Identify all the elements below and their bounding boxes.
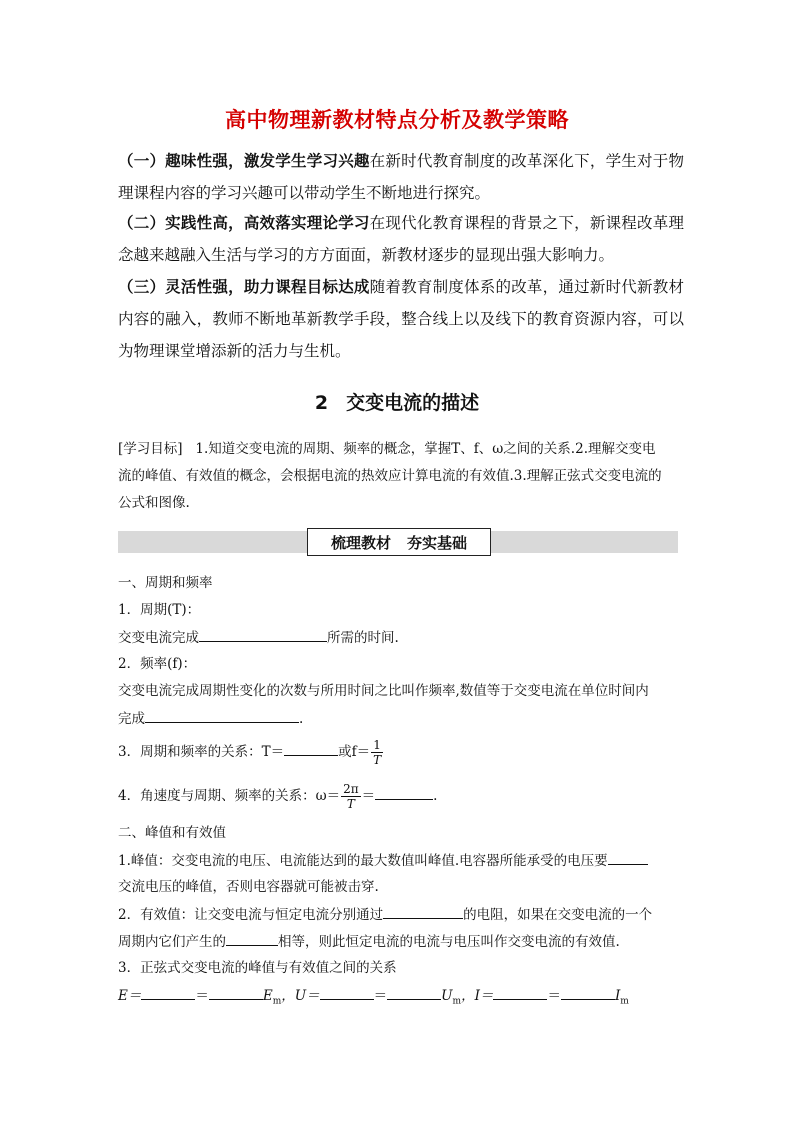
fraction-numerator: 1	[371, 738, 383, 753]
intro-text-1: 在新时代教育制度的改革深化下，学生对于物理课程内容的学习兴趣可以带动学生不断地进行探究。	[118, 152, 684, 202]
fraction	[371, 738, 383, 767]
formula-sub-m: m	[620, 996, 629, 1007]
part1-item4-eq: ＝	[361, 788, 376, 804]
part2-item1-line1	[118, 850, 684, 871]
part1-item1-title: 1．周期(T)：	[118, 602, 201, 618]
part1-item3	[118, 736, 684, 768]
formula-sub-m: m	[452, 996, 462, 1007]
formula-em: E	[262, 988, 273, 1004]
fraction	[341, 782, 361, 811]
part2-item2-line2-pre: 周期内它们产生的	[118, 934, 226, 950]
part1-item1-line	[118, 627, 684, 648]
part1-item2-post: .	[299, 711, 304, 727]
part1-item2-title: 2．频率(f)：	[118, 656, 197, 672]
intro-text-2: 在现代化教育课程的背景之下，新课程改革理念越来越融入生活与学习的方方面面，新教材逐步的显现出强大影响力。	[118, 214, 684, 264]
intro-heading-3: （三）灵活性强，助力课程目标达成	[118, 278, 370, 296]
formula-i: ，I＝	[461, 988, 494, 1004]
answer-blank[interactable]	[387, 985, 441, 1000]
section-number: 2	[314, 392, 329, 414]
answer-blank[interactable]	[145, 708, 299, 723]
part2-item1-text: 1.峰值：交变电流的电压、电流能达到的最大数值叫峰值.电容器所能承受的电压要	[118, 853, 608, 869]
goals-text-1: 1.知道交变电流的周期、频率的概念，掌握T、f、ω之间的关系.2.理解交变电	[195, 441, 656, 457]
part2-item2-pre: 2．有效值：让交变电流与恒定电流分别通过	[118, 907, 384, 923]
goals-label: [学习目标]	[118, 441, 183, 457]
part2-item2-post: 的电阻，如果在交变电流的一个	[463, 907, 653, 923]
part1-item4	[118, 780, 684, 812]
learning-goals	[118, 436, 684, 517]
answer-blank[interactable]	[320, 985, 374, 1000]
page-title: 高中物理新教材特点分析及教学策略	[225, 108, 569, 132]
fraction-denominator: T	[346, 797, 355, 811]
part1-item3-mid: 或f＝	[338, 744, 371, 760]
goals-line-3: 公式和图像.	[118, 495, 190, 511]
answer-blank[interactable]	[493, 985, 547, 1000]
part1-item4-pre: 4．角速度与周期、频率的关系：ω＝	[118, 788, 341, 804]
part2-item2-line2	[118, 931, 684, 952]
section-title	[0, 388, 794, 415]
answer-blank[interactable]	[209, 985, 263, 1000]
part2-heading: 二、峰值和有效值	[118, 825, 226, 841]
part2-item2-line1	[118, 904, 684, 925]
intro-heading-1: （一）趣味性强，激发学生学习兴趣	[118, 152, 370, 170]
part2-item3-title: 3．正弦式交变电流的峰值与有效值之间的关系	[118, 960, 397, 976]
part1-item1-pre: 交变电流完成	[118, 630, 199, 646]
formula-um: U	[441, 988, 453, 1004]
part1-item1-post: 所需的时间.	[327, 630, 399, 646]
answer-blank[interactable]	[561, 985, 615, 1000]
formula-sub-m: m	[272, 996, 282, 1007]
formula-im: I	[614, 988, 621, 1004]
intro-paragraph-1	[118, 145, 684, 209]
formula-e: E＝	[118, 988, 142, 1004]
fraction-denominator: T	[373, 753, 382, 767]
formula-eq: ＝	[373, 988, 388, 1004]
banner-left: 梳理教材	[330, 533, 391, 552]
part1-heading: 一、周期和频率	[118, 575, 213, 591]
part1-item2-pre: 完成	[118, 711, 145, 727]
intro-heading-2: （二）实践性高，高效落实理论学习	[118, 214, 370, 232]
answer-blank[interactable]	[284, 741, 338, 756]
part2-item1-line2: 交流电压的峰值，否则电容器就可能被击穿.	[118, 879, 379, 895]
fraction-numerator: 2π	[343, 782, 359, 796]
part1-item3-pre: 3．周期和频率的关系：T＝	[118, 744, 285, 760]
peak-effective-formula	[118, 985, 684, 1012]
intro-paragraph-3	[118, 271, 684, 367]
banner-right: 夯实基础	[407, 533, 468, 552]
part2-item2-line2-post: 相等，则此恒定电流的电流与电压叫作交变电流的有效值.	[278, 934, 620, 950]
answer-blank[interactable]	[199, 627, 327, 642]
part1-item2-line1: 交变电流完成周期性变化的次数与所用时间之比叫作频率,数值等于交变电流在单位时间内	[118, 683, 649, 699]
formula-eq: ＝	[547, 988, 561, 1004]
goals-line-2: 流的峰值、有效值的概念，会根据电流的热效应计算电流的有效值.3.理解正弦式交变电流的	[118, 468, 662, 484]
goals-line-1	[118, 436, 684, 463]
answer-blank[interactable]	[141, 985, 195, 1000]
formula-eq: ＝	[195, 988, 209, 1004]
section-title-text: 交变电流的描述	[346, 392, 480, 414]
answer-blank[interactable]	[383, 904, 463, 919]
answer-blank[interactable]	[226, 931, 278, 946]
part1-item2-line2	[118, 708, 684, 729]
section-banner	[307, 528, 491, 556]
answer-blank[interactable]	[375, 785, 433, 800]
formula-u: ，U＝	[281, 988, 320, 1004]
intro-text-3: 随着教育制度体系的改革，通过新时代新教材内容的融入，教师不断地革新教学手段，整合线上以及线下的教育资源内容，可以为物理课堂增添新的活力与生机。	[118, 278, 684, 360]
answer-blank[interactable]	[608, 850, 648, 865]
intro-paragraph-2	[118, 207, 684, 271]
part1-item4-post: .	[433, 788, 438, 804]
